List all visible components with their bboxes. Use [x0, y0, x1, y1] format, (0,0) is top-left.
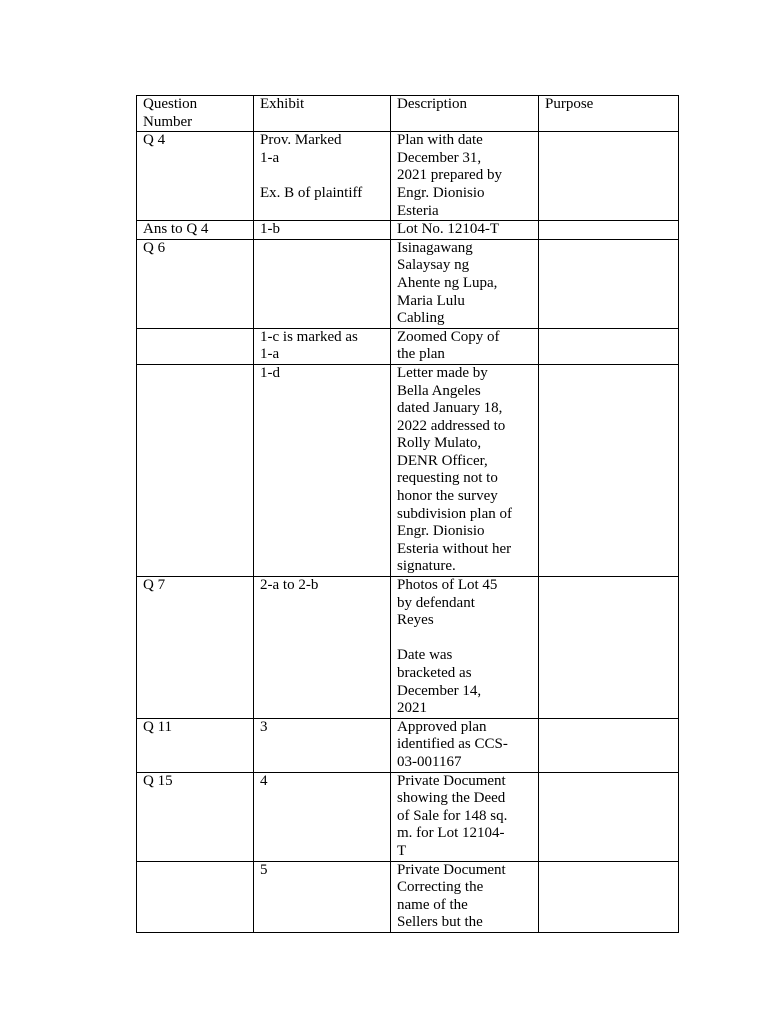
- cell-purpose: [539, 132, 679, 221]
- cell-description: Lot No. 12104-T: [391, 221, 539, 240]
- cell-description: Photos of Lot 45 by defendant Reyes Date was bracketed as December 14, 2021: [391, 577, 539, 719]
- cell-exhibit: 1-c is marked as 1-a: [254, 328, 391, 364]
- cell-exhibit: 3: [254, 718, 391, 772]
- cell-exhibit: [254, 239, 391, 328]
- cell-question: [137, 328, 254, 364]
- cell-question: Q 7: [137, 577, 254, 719]
- cell-exhibit: 4: [254, 772, 391, 861]
- table-row: [137, 861, 679, 932]
- exhibits-table: [136, 95, 679, 933]
- cell-purpose: [539, 221, 679, 240]
- header-purpose: Purpose: [539, 96, 679, 132]
- header-row: [137, 96, 679, 132]
- cell-description: Private Document showing the Deed of Sale for 148 sq. m. for Lot 12104- T: [391, 772, 539, 861]
- cell-purpose: [539, 239, 679, 328]
- table-row: [137, 364, 679, 576]
- table-header: [137, 96, 679, 132]
- table-row: [137, 239, 679, 328]
- cell-question: [137, 861, 254, 932]
- cell-exhibit: Prov. Marked 1-a Ex. B of plaintiff: [254, 132, 391, 221]
- cell-purpose: [539, 718, 679, 772]
- table-row: [137, 772, 679, 861]
- table-row: [137, 577, 679, 719]
- cell-question: Q 15: [137, 772, 254, 861]
- cell-description: Letter made by Bella Angeles dated January 18, 2022 addressed to Rolly Mulato, DENR Officer, requesting not to honor the survey subdivision plan of Engr. Dionisio Esteria without her signature.: [391, 364, 539, 576]
- cell-description: Zoomed Copy of the plan: [391, 328, 539, 364]
- cell-description: Approved plan identified as CCS- 03-001167: [391, 718, 539, 772]
- table-body: [137, 132, 679, 933]
- cell-exhibit: 1-d: [254, 364, 391, 576]
- cell-question: Q 6: [137, 239, 254, 328]
- cell-purpose: [539, 577, 679, 719]
- table-row: [137, 328, 679, 364]
- table-row: [137, 718, 679, 772]
- table-row: [137, 132, 679, 221]
- cell-description: Plan with date December 31, 2021 prepared by Engr. Dionisio Esteria: [391, 132, 539, 221]
- cell-purpose: [539, 772, 679, 861]
- table-row: [137, 221, 679, 240]
- cell-description: Private Document Correcting the name of the Sellers but the: [391, 861, 539, 932]
- cell-exhibit: 2-a to 2-b: [254, 577, 391, 719]
- header-exhibit: Exhibit: [254, 96, 391, 132]
- cell-question: [137, 364, 254, 576]
- cell-exhibit: 5: [254, 861, 391, 932]
- cell-question: Q 11: [137, 718, 254, 772]
- cell-exhibit: 1-b: [254, 221, 391, 240]
- cell-description: Isinagawang Salaysay ng Ahente ng Lupa, Maria Lulu Cabling: [391, 239, 539, 328]
- cell-purpose: [539, 861, 679, 932]
- header-description: Description: [391, 96, 539, 132]
- cell-question: Q 4: [137, 132, 254, 221]
- cell-purpose: [539, 328, 679, 364]
- cell-question: Ans to Q 4: [137, 221, 254, 240]
- header-question-number: Question Number: [137, 96, 254, 132]
- cell-purpose: [539, 364, 679, 576]
